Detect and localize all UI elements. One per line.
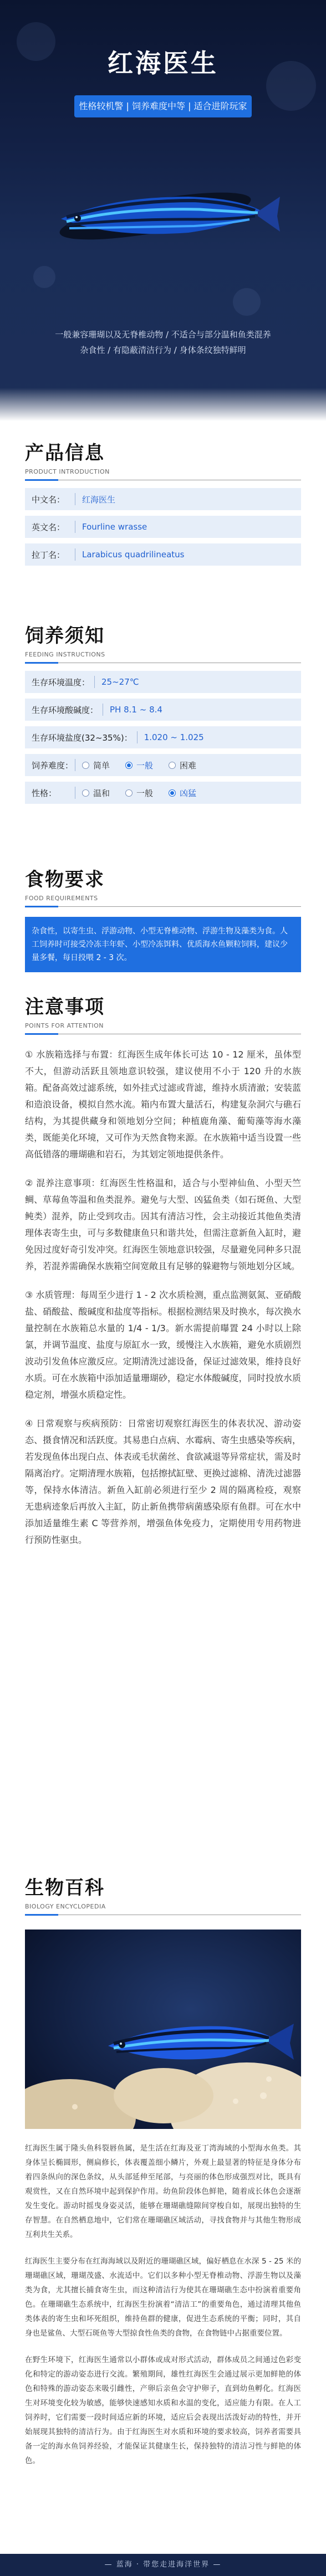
info-row-temperature [25, 671, 301, 693]
bubble-decoration [33, 266, 55, 288]
radio-dot-selected [125, 762, 133, 769]
section-subtitle: PRODUCT INTRODUCTION [25, 468, 110, 475]
attention-item: ③ 水质管理：每周至少进行 1 - 2 次水质检测，重点监测氨氮、亚硝酸盐、硝酸盐、酸碱度和盐度等指标。根据检测结果及时换水，每次换水量控制在水族箱总水量的 1/4 - 1/3。新水需提前曝置 24 小时以上除氯，并调节温度、盐度与原缸水一致，缓慢注入水族箱，避免水质剧烈波动引发鱼体应激反应。定期清洗过滤设备，保证过滤效果，维持良好水质。可在水族箱中添加适量珊瑚砂，稳定水体酸碱度，同时投放水质稳定剂，增强水质稳定性。 [25, 1290, 301, 1400]
attention-section [25, 992, 301, 1548]
info-value: Fourline wrasse [82, 522, 147, 532]
difficulty-option-medium [125, 760, 153, 771]
footer-bar: — 蓝海 · 带您走进海洋世界 — [0, 2554, 326, 2576]
section-title: 注意事项 [25, 996, 105, 1018]
info-value: 1.020 ~ 1.025 [144, 732, 204, 742]
temperament-option-normal [125, 787, 153, 799]
info-row-chinese-name [25, 488, 301, 510]
food-description: 杂食性，以寄生虫、浮游动物、小型无脊椎动物、浮游生物及藻类为食。人工饲养时可接受冷冻丰年虾、小型冷冻饵料、优质海水鱼颗粒饲料，建议少量多餐，每日投喂 2 - 3 次。 [25, 917, 301, 972]
encyclopedia-paragraph: 红海医生主要分布在红海海域以及附近的珊瑚礁区域，偏好栖息在水深 5 - 25 米的珊瑚礁区域，珊瑚茂盛、水流适中。它们以多种小型无脊椎动物、浮游生物以及藻类为食，尤其擅长捕食寄生虫，而这种清洁行为使其在珊瑚礁生态中扮演着重要角色。在珊瑚礁生态系统中，红海医生扮演着“清洁工”的重要角色，通过清理其他鱼类体表的寄生虫和坏死组织，维持鱼群的健康，促进生态系统的平衡；同时，其自身也是鲨鱼、大型石斑鱼等大型掠食性鱼类的食物，在食物链中占据重要位置。 [25, 2257, 301, 2338]
attention-item: ④ 日常观察与疾病预防：日常密切观察红海医生的体表状况、游动姿态、摄食情况和活跃度。其易患白点病、水霉病、寄生虫感染等疾病，若发现鱼体出现白点、体表或毛状菌丝、食欲减退等异常症状，需及时隔离治疗。定期清理水族箱，包括擦拭缸壁、更换过滤棉、清洗过滤器等，保持水体清洁。新鱼入缸前必须进行至少 2 周的隔离检疫，观察无患病迹象后再放入主缸，防止新鱼携带病菌感染原有鱼群。可在水中添加适量维生素 C 等营养剂，增强鱼体免疫力，定期使用专用药物进行预防性驱虫。 [25, 1418, 301, 1545]
fish-illustration [44, 166, 283, 260]
option-label: 温和 [93, 788, 110, 798]
info-row-salinity [25, 726, 301, 748]
info-value: 红海医生 [82, 494, 116, 505]
difficulty-option-easy [82, 760, 110, 771]
info-label: 英文名： [32, 522, 65, 532]
section-subtitle: BIOLOGY ENCYCLOPEDIA [25, 1903, 106, 1910]
section-title: 产品信息 [25, 442, 105, 464]
option-label: 困难 [180, 760, 197, 771]
info-label: 生存环境温度： [32, 677, 90, 687]
hero-banner [0, 0, 326, 421]
info-label: 中文名： [32, 494, 65, 505]
feeding-section [25, 620, 301, 804]
product-info-section [25, 438, 301, 566]
radio-dot-selected [169, 789, 176, 797]
option-label: 凶猛 [180, 788, 197, 798]
temperament-option-aggressive [169, 787, 196, 799]
info-row-english-name [25, 516, 301, 538]
info-label: 生存环境盐度(32~35%)： [32, 732, 133, 743]
radio-label: 饲养难度： [32, 760, 74, 771]
option-label: 简单 [93, 760, 110, 771]
hero-description-line: 杂食性 / 有隐蔽清洁行为 / 身体条纹独特鲜明 [80, 345, 246, 355]
option-label: 一般 [136, 760, 154, 771]
section-divider [25, 906, 301, 907]
encyclopedia-paragraph: 在野生环境下，红海医生通常以小群体或成对形式活动，群体成员之间通过色彩变化和特定的游动姿态进行交流。繁殖期间，雄性红海医生会通过展示更加鲜艳的体色和特殊的游动姿态来吸引雌性，产卵后亲鱼会守护卵子，直到幼鱼孵化。红海医生对环境变化较为敏感，能够快速感知水质和水温的变化，适应能力有限。在人工饲养时，它们需要一段时间适应新的环境，适应后会表现出活泼好动的特性，并开始展现其独特的清洁行为。由于红海医生对水质和环境的要求较高，饲养者需要具备一定的海水鱼饲养经验，才能保证其健康生长，保持独特的清洁习性与鲜艳的体色。 [25, 2356, 301, 2465]
section-subtitle: FEEDING INSTRUCTIONS [25, 651, 105, 658]
tagline-badge: 性格较机警 | 饲养难度中等 | 适合进阶玩家 [74, 95, 252, 117]
bubble-decoration [233, 288, 261, 316]
radio-dot [82, 762, 89, 769]
section-title: 生物百科 [25, 1877, 105, 1899]
option-label: 一般 [136, 788, 154, 798]
food-section [25, 864, 301, 972]
info-value: PH 8.1 ~ 8.4 [110, 705, 162, 715]
row-separator [94, 676, 95, 688]
section-subtitle: FOOD REQUIREMENTS [25, 895, 98, 902]
difficulty-option-hard [169, 760, 196, 771]
info-label: 拉丁名： [32, 550, 65, 560]
info-value: 25~27℃ [101, 677, 139, 687]
temperament-row [25, 782, 301, 804]
attention-item: ② 混养注意事项：红海医生性格温和，适合与小型神仙鱼、小型天竺鲷、草莓鱼等温和鱼类混养。避免与大型、凶猛鱼类（如石斑鱼、大型鲀类）混养，防止受到攻击。因其有清洁习性，会主动接近其他鱼类清理体表寄生虫，可与多数健康鱼只和谐共处，但需注意新鱼入缸时，避免因过度好奇引发冲突。红海医生领地意识较强，尽量避免同种多只混养，若混养需确保水族箱空间宽敞且有足够的躲避物与领地划分区域。 [25, 1178, 301, 1271]
info-table [25, 488, 301, 566]
radio-dot [82, 789, 89, 797]
temperament-option-mild [82, 787, 110, 799]
coral-scene-graphic [25, 1930, 301, 2129]
difficulty-row [25, 754, 301, 776]
encyclopedia-paragraph: 红海医生属于隆头鱼科裂唇鱼属，是生活在红海及亚丁湾海域的小型海水鱼类。其身体呈长椭圆形，侧扁修长，体表覆盖细小鳞片，外观上最显著的特征是身体分布着四条纵向的深色条纹，从头部延伸至尾部，与亮丽的体色形成强烈对比，既具有观赏性，又在自然环境中起到保护作用。幼鱼阶段体色鲜艳，随着成长体色会逐渐发生变化。游动时摇曳身姿灵活，能够在珊瑚礁缝隙间穿梭自如，展现出独特的生存智慧。在自然栖息地中，它们常在珊瑚礁区域活动，寻找食物并与其他生物形成互利共生关系。 [25, 2144, 301, 2239]
info-value: Larabicus quadrilineatus [82, 550, 185, 560]
info-row-ph [25, 699, 301, 721]
section-title: 食物要求 [25, 869, 105, 891]
hero-description [22, 327, 304, 358]
radio-label: 性格： [32, 788, 57, 798]
info-label: 生存环境酸碱度： [32, 705, 99, 715]
hero-description-line: 一般兼容珊瑚以及无脊椎动物 / 不适合与部分温和鱼类混养 [55, 330, 271, 340]
radio-dot [125, 789, 133, 797]
attention-item: ① 水族箱选择与布置：红海医生成年体长可达 10 - 12 厘米，虽体型不大，但游动活跃且领地意识较强，建议使用不小于 120 升的水族箱。配备高效过滤系统，如外挂式过滤或背滤，维持水质清澈；安装蓝和造浪设备，模拟自然水流。箱内布置大量活石，构建复杂洞穴与礁石结构，为其提供藏身和领地划分空间；种植鹿角藻、葡萄藻等海水藻类，既能美化环境，又可作为天然食物来源。在水族箱中适当设置一些高低错落的珊瑚礁和岩石，为其划定领地提供条件。 [25, 1049, 301, 1159]
section-title: 饲养须知 [25, 625, 105, 647]
encyclopedia-section [25, 1872, 301, 2468]
radio-dot [169, 762, 176, 769]
section-subtitle: POINTS FOR ATTENTION [25, 1022, 104, 1029]
fish-photo [25, 1930, 301, 2129]
page-title: 红海医生 [108, 48, 218, 78]
info-row-latin-name [25, 543, 301, 566]
feeding-table [25, 671, 301, 804]
hero-fade [0, 388, 326, 421]
